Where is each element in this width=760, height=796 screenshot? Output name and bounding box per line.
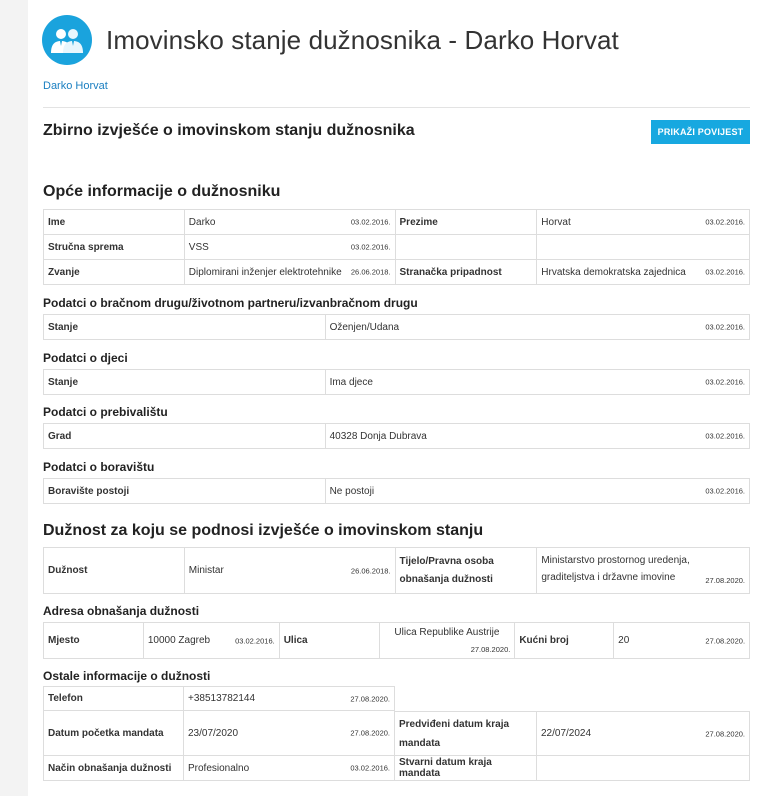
mjesto-label: Mjesto — [44, 623, 144, 659]
stranka-label: Stranačka pripadnost — [396, 260, 538, 285]
residence-table — [43, 423, 750, 449]
stranka-date: 03.02.2016. — [705, 267, 745, 277]
prezime-date: 03.02.2016. — [705, 217, 745, 227]
content-card — [28, 0, 760, 796]
duznost-label: Dužnost — [44, 548, 185, 594]
ulica-value: Ulica Republike Austrije 27.08.2020. — [380, 623, 516, 659]
zvanje-label: Zvanje — [44, 260, 185, 285]
pocetak-date: 27.08.2020. — [350, 728, 390, 738]
residence-date: 03.02.2016. — [705, 431, 745, 441]
address-table — [43, 622, 750, 659]
table-row — [44, 210, 750, 235]
page-title: Imovinsko stanje dužnosnika - Darko Horvat — [106, 24, 619, 55]
table-row — [44, 424, 750, 449]
stay-label: Boravište postoji — [44, 479, 326, 504]
children-value: Ima djece 03.02.2016. — [326, 370, 750, 395]
show-history-button[interactable]: PRIKAŽI POVIJEST — [651, 120, 750, 144]
children-table — [43, 369, 750, 395]
nacin-label: Način obnašanja dužnosti — [43, 756, 184, 781]
spouse-table — [43, 314, 750, 340]
spouse-heading: Podatci o bračnom drugu/životnom partneru/izvanbračnom drugu — [43, 296, 418, 310]
zvanje-value: Diplomirani inženjer elektrotehnike 26.06.2018. — [185, 260, 396, 285]
prezime-label: Prezime — [396, 210, 538, 235]
broj-value: 20 27.08.2020. — [614, 623, 750, 659]
pocetak-value: 23/07/2020 27.08.2020. — [184, 711, 395, 756]
duty-table — [43, 547, 750, 594]
stvarni-value — [537, 756, 750, 781]
sprema-value: VSS 03.02.2016. — [185, 235, 396, 260]
tijelo-date: 27.08.2020. — [705, 576, 745, 585]
ulica-label: Ulica — [280, 623, 380, 659]
broj-label: Kućni broj — [515, 623, 614, 659]
duznost-date: 26.06.2018. — [350, 566, 391, 575]
nacin-date: 03.02.2016. — [350, 763, 390, 773]
broj-date: 27.08.2020. — [705, 636, 746, 645]
empty-cell — [537, 235, 750, 260]
stay-date: 03.02.2016. — [705, 486, 745, 496]
telefon-date: 27.08.2020. — [350, 694, 390, 703]
other-table — [43, 686, 750, 781]
spouse-date: 03.02.2016. — [705, 322, 745, 332]
telefon-value: +38513782144 27.08.2020. — [184, 686, 395, 711]
table-row — [44, 370, 750, 395]
empty-cell — [396, 235, 538, 260]
mjesto-date: 03.02.2016. — [235, 636, 275, 645]
ime-label: Ime — [44, 210, 185, 235]
report-title: Zbirno izvješće o imovinskom stanju dužnosnika — [43, 122, 415, 139]
address-heading: Adresa obnašanja dužnosti — [43, 604, 200, 618]
predvideni-value: 22/07/2024 27.08.2020. — [537, 711, 750, 756]
general-info-heading: Opće informacije o dužnosniku — [43, 183, 281, 200]
tijelo-value: Ministarstvo prostornog uredenja, graditeljstva i državne imovine 27.08.2020. — [537, 548, 750, 594]
tijelo-label: Tijelo/Pravna osoba obnašanja dužnosti — [396, 548, 538, 594]
residence-value: 40328 Donja Dubrava 03.02.2016. — [326, 424, 750, 449]
sprema-date: 03.02.2016. — [350, 242, 391, 252]
zvanje-date: 26.06.2018. — [350, 267, 391, 277]
table-row — [44, 315, 750, 340]
mjesto-value: 10000 Zagreb 03.02.2016. — [144, 623, 280, 659]
sprema-label: Stručna sprema — [44, 235, 185, 260]
table-row — [43, 686, 750, 711]
ime-value: Darko 03.02.2016. — [185, 210, 396, 235]
stranka-value: Hrvatska demokratska zajednica 03.02.2016. — [537, 260, 750, 285]
residence-heading: Podatci o prebivalištu — [43, 405, 168, 419]
officials-group-icon — [42, 15, 92, 65]
other-heading: Ostale informacije o dužnosti — [43, 669, 211, 683]
page-header — [42, 14, 619, 66]
spouse-label: Stanje — [44, 315, 326, 340]
ulica-date: 27.08.2020. — [470, 645, 511, 654]
prezime-value: Horvat 03.02.2016. — [537, 210, 750, 235]
pocetak-label: Datum početka mandata — [43, 711, 184, 756]
duznost-value: Ministar 26.06.2018. — [185, 548, 396, 594]
table-row — [44, 548, 750, 594]
stay-table — [43, 478, 750, 504]
telefon-label: Telefon — [43, 686, 184, 711]
stay-heading: Podatci o boravištu — [43, 460, 155, 474]
table-row — [44, 235, 750, 260]
predvideni-date: 27.08.2020. — [705, 729, 745, 738]
table-row — [44, 479, 750, 504]
children-date: 03.02.2016. — [705, 377, 745, 387]
ime-date: 03.02.2016. — [350, 217, 391, 227]
breadcrumb-official-link[interactable]: Darko Horvat — [43, 80, 108, 92]
table-row — [44, 260, 750, 285]
divider — [43, 107, 750, 108]
predvideni-label: Predviđeni datum kraja mandata — [395, 711, 537, 756]
table-row — [44, 623, 750, 659]
general-info-table — [43, 209, 750, 285]
stay-value: Ne postoji 03.02.2016. — [326, 479, 750, 504]
nacin-value: Profesionalno 03.02.2016. — [184, 756, 395, 781]
stvarni-label: Stvarni datum kraja mandata — [395, 756, 537, 781]
table-row — [43, 756, 750, 781]
duty-heading: Dužnost za koju se podnosi izvješće o imovinskom stanju — [43, 522, 484, 539]
spouse-value: Oženjen/Udana 03.02.2016. — [326, 315, 750, 340]
children-heading: Podatci o djeci — [43, 351, 128, 365]
table-row — [43, 711, 750, 756]
children-label: Stanje — [44, 370, 326, 395]
residence-label: Grad — [44, 424, 326, 449]
